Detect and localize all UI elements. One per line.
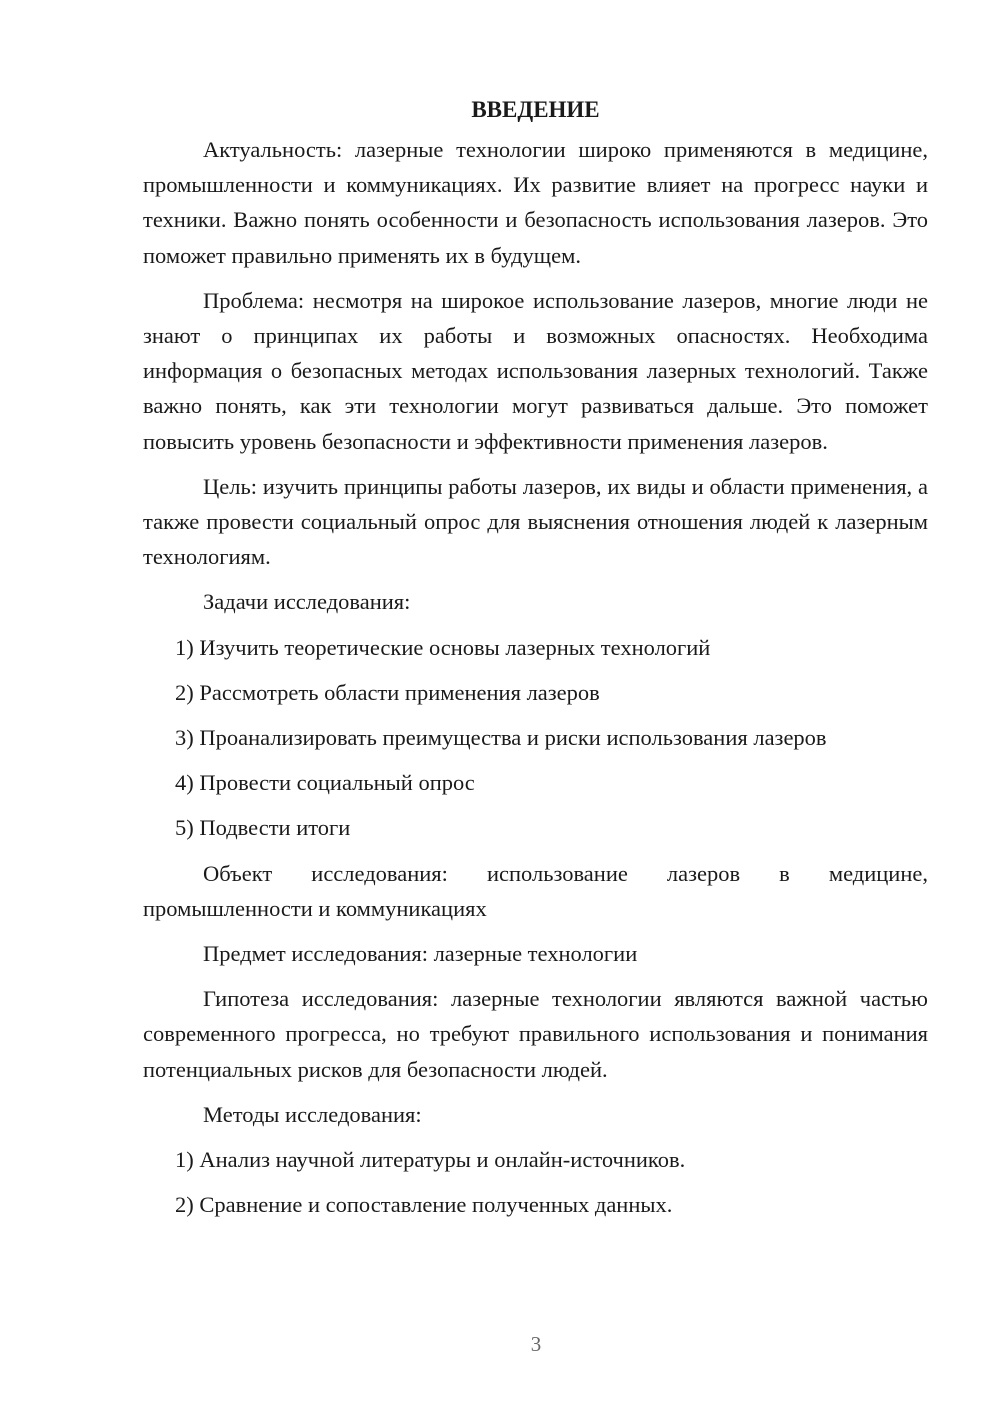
- hypothesis-paragraph: Гипотеза исследования: лазерные технологии являются важной частью современного прогресса, но требуют правильного использования и понимания потенциальных рисков для безопасности людей.: [143, 986, 928, 1082]
- list-item: 1) Анализ научной литературы и онлайн-источников.: [175, 1147, 686, 1173]
- tasks-heading: Задачи исследования:: [203, 589, 411, 615]
- list-item: 1) Изучить теоретические основы лазерных технологий: [175, 634, 711, 660]
- page-number: 3: [530, 1332, 542, 1356]
- list-item: 5) Подвести итоги: [175, 815, 351, 841]
- methods-list: [143, 1142, 928, 1222]
- list-item: 2) Сравнение и сопоставление полученных данных.: [175, 1192, 673, 1218]
- relevance-paragraph: Актуальность: лазерные технологии широко применяются в медицине, промышленности и коммуникациях. Их развитие влияет на прогресс науки и техники. Важно понять особенности и безопасность использования лазеров. Это поможет правильно применять их в будущем.: [143, 137, 928, 268]
- list-item: 3) Проанализировать преимущества и риски использования лазеров: [175, 725, 827, 751]
- goal-paragraph: Цель: изучить принципы работы лазеров, их виды и области применения, а также провести социальный опрос для выяснения отношения людей к лазерным технологиям.: [143, 473, 928, 570]
- document-page: [143, 92, 928, 1232]
- problem-paragraph: Проблема: несмотря на широкое использование лазеров, многие люди не знают о принципах их работы и возможных опасностях. Необходима информация о безопасных методах использования лазерных технологий. Также важно понять, как эти технологии могут развиваться дальше. Это поможет повысить уровень безопасности и эффективности применения лазеров.: [143, 287, 928, 454]
- subject-paragraph: Предмет исследования: лазерные технологии: [203, 941, 638, 967]
- methods-heading: Методы исследования:: [203, 1101, 422, 1127]
- object-paragraph: Объект исследования: использование лазеров в медицине, промышленности и коммуникациях: [143, 860, 928, 921]
- section-title: ВВЕДЕНИЕ: [471, 97, 600, 122]
- list-item: 2) Рассмотреть области применения лазеров: [175, 679, 600, 705]
- tasks-list: [143, 630, 928, 846]
- list-item: 4) Провести социальный опрос: [175, 770, 475, 796]
